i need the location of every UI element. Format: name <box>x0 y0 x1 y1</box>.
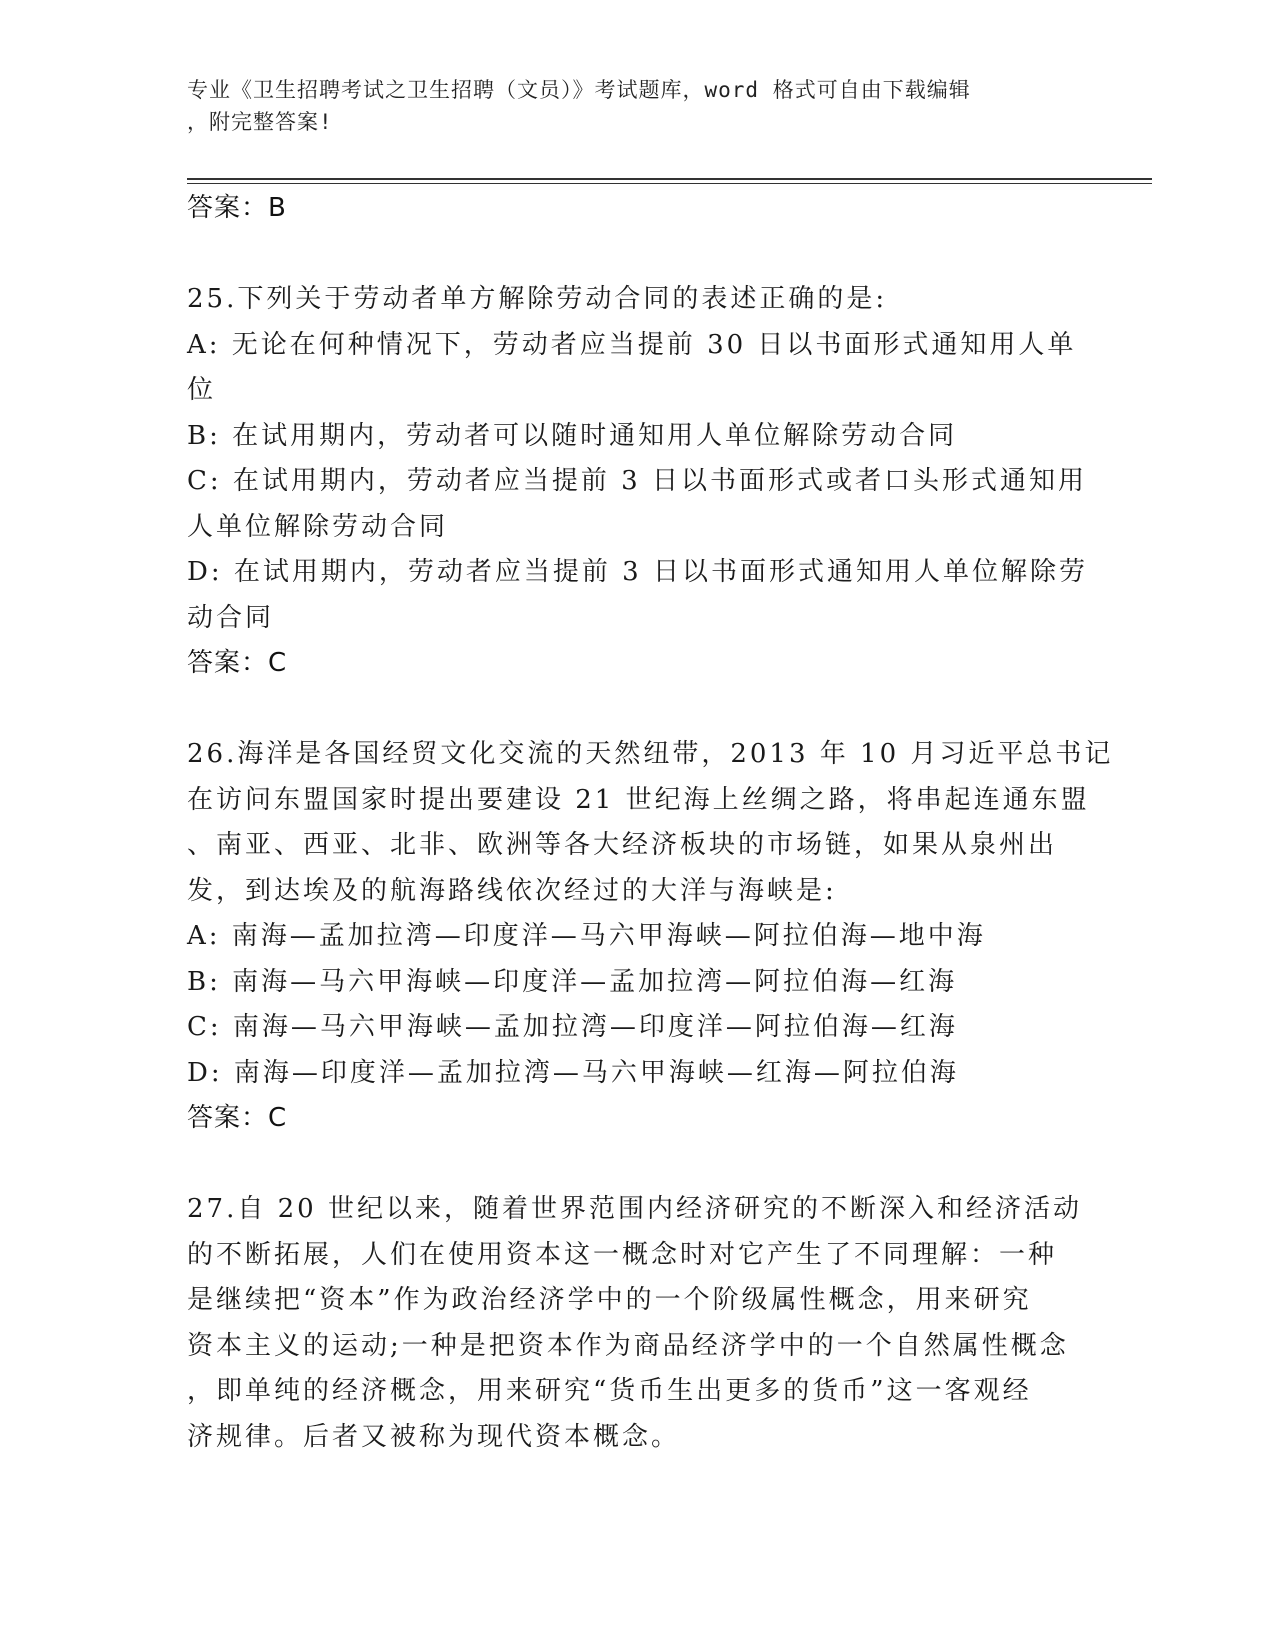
header-rule-thin <box>187 183 1152 184</box>
text-line: 人单位解除劳动合同 <box>187 511 449 542</box>
text-line: C: 南海—马六甲海峡—孟加拉湾—印度洋—阿拉伯海—红海 <box>187 1012 958 1042</box>
header-line-1: 专业《卫生招聘考试之卫生招聘（文员）》考试题库，word 格式可自由下载编辑 <box>187 78 971 102</box>
answer-line: 答案：B <box>187 193 287 223</box>
text-line: 的不断拓展，人们在使用资本这一概念时对它产生了不同理解：一种 <box>187 1239 1058 1270</box>
text-line: B: 南海—马六甲海峡—印度洋—孟加拉湾—阿拉伯海—红海 <box>187 966 958 997</box>
page-header <box>187 74 1067 138</box>
paragraph-gap <box>187 1142 1087 1188</box>
text-line: A: 无论在何种情况下，劳动者应当提前 30 日以书面形式通知用人单 <box>187 329 1077 360</box>
answer-line: 答案：C <box>187 648 288 678</box>
text-line: 25.下列关于劳动者单方解除劳动合同的表述正确的是: <box>187 284 888 314</box>
text-line: 26.海洋是各国经贸文化交流的天然纽带，2013 年 10 月习近平总书记 <box>187 739 1114 769</box>
text-line: 位 <box>187 375 217 405</box>
text-line: 资本主义的运动;一种是把资本作为商品经济学中的一个自然属性概念 <box>187 1330 1069 1361</box>
answer-line: 答案：C <box>187 1103 288 1133</box>
header-rule <box>187 178 1152 180</box>
text-line: 27.自 20 世纪以来，随着世界范围内经济研究的不断深入和经济活动 <box>187 1194 1082 1224</box>
text-line: 是继续把“资本”作为政治经济学中的一个阶级属性概念，用来研究 <box>187 1285 1032 1315</box>
document-body <box>187 186 1114 1460</box>
paragraph-gap <box>187 232 1087 278</box>
text-line: B: 在试用期内，劳动者可以随时通知用人单位解除劳动合同 <box>187 420 958 451</box>
text-line: A: 南海—孟加拉湾—印度洋—马六甲海峡—阿拉伯海—地中海 <box>187 921 986 951</box>
text-line: 在访问东盟国家时提出要建设 21 世纪海上丝绸之路，将串起连通东盟 <box>187 784 1090 815</box>
text-line: 、南亚、西亚、北非、欧洲等各大经济板块的市场链，如果从泉州出 <box>187 830 1058 860</box>
header-line-2: ，附完整答案! <box>187 110 333 134</box>
text-line: 动合同 <box>187 602 275 633</box>
text-line: 济规律。后者又被称为现代资本概念。 <box>187 1421 681 1452</box>
text-line: D: 南海—印度洋—孟加拉湾—马六甲海峡—红海—阿拉伯海 <box>187 1057 959 1088</box>
text-line: 发，到达埃及的航海路线依次经过的大洋与海峡是: <box>187 875 837 906</box>
text-line: D: 在试用期内，劳动者应当提前 3 日以书面形式通知用人单位解除劳 <box>187 557 1088 587</box>
text-line: C: 在试用期内，劳动者应当提前 3 日以书面形式或者口头形式通知用 <box>187 466 1087 496</box>
paragraph-gap <box>187 687 1087 733</box>
text-line: ，即单纯的经济概念，用来研究“货币生出更多的货币”这一客观经 <box>187 1376 1032 1406</box>
